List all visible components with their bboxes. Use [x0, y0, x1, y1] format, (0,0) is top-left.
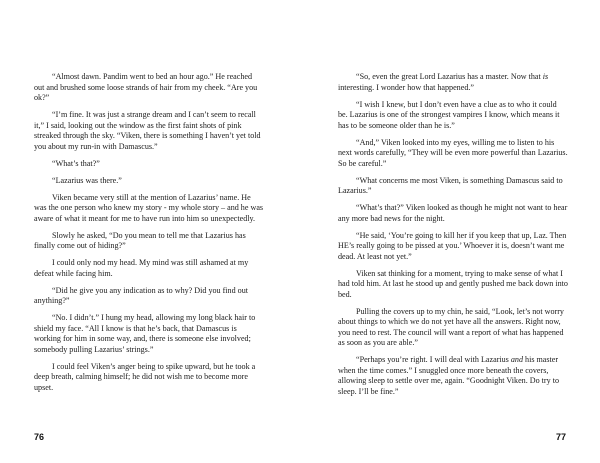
- paragraph: [338, 203, 568, 224]
- left-page-text: [34, 72, 264, 400]
- paragraph: I could feel Viken’s anger being to spike upward, but he took a deep breath, calming himself; he did not wish me to become more upset.: [34, 361, 256, 392]
- right-page-text: [338, 72, 568, 404]
- text-run: “Perhaps you’re right. I will deal with Lazarius: [356, 355, 511, 364]
- paragraph: [338, 231, 568, 263]
- text-run: “What concerns me most Viken, is something Damascus said to Lazarius.”: [338, 175, 563, 195]
- paragraph: [338, 138, 568, 170]
- paragraph: [338, 355, 568, 397]
- paragraph: “Almost dawn. Pandim went to bed an hour ago.” He reached out and brushed some loose strands of hair from my cheek. “Are you ok?”: [34, 72, 258, 102]
- paragraph: “Did he give you any indication as to why? Did you find out anything?”: [34, 285, 249, 305]
- page-number-left: 76: [34, 432, 45, 442]
- paragraph: [338, 269, 568, 301]
- text-run: “And,” Viken looked into my eyes, willing me to listen to his next words carefully, “They will be even more powerful than Lazarius. So be careful.”: [338, 137, 568, 168]
- right-page: [300, 0, 600, 463]
- text-run: “I wish I knew, but I don’t even have a clue as to who it could be. Lazarius is one of the strongest vampires I know, which means it has to be someone older than he is.”: [338, 99, 560, 130]
- text-run: interesting. I wonder how that happened.”: [338, 82, 474, 92]
- text-run: his master when the time comes.” I snuggled once more beneath the covers, allowing sleep to settle over me, again. “Goodnight Viken. Do try to sleep. I’ll be fine.”: [338, 355, 559, 396]
- paragraph: “What’s that?”: [52, 158, 100, 168]
- paragraph: [338, 307, 568, 349]
- italic-text: and: [510, 355, 523, 364]
- text-run: Pulling the covers up to my chin, he said, “Look, let’s not worry about things to which we do not yet have all the answers. Right now, you need to rest. The council will want a report of what has happened as soon as you are able.”: [338, 306, 564, 347]
- italic-text: is: [542, 72, 549, 81]
- paragraph: I could only nod my head. My mind was still ashamed at my defeat while facing him.: [34, 258, 249, 278]
- text-run: “What’s that?” Viken looked as though he might not want to hear any more bad news for the night.: [338, 203, 568, 223]
- paragraph: “No. I didn’t.” I hung my head, allowing my long black hair to shield my face. “All I know is that he’s back, that Damascus is working for him in some way, and, there is someone else involved; somebody pulling Lazarius’ strings.”: [34, 313, 256, 354]
- text-run: “So, even the great Lord Lazarius has a master. Now that: [356, 72, 543, 81]
- paragraph: [338, 100, 568, 132]
- paragraph: “I’m fine. It was just a strange dream and I can’t seem to recall it,” I said, looking out the window as the first faint shots of pink streaked through the sky. “Viken, there is something I haven’t yet told you about my run-in with Damascus.”: [34, 110, 261, 151]
- page-number-right: 77: [555, 432, 566, 442]
- text-run: “He said, ‘You’re going to kill her if you keep that up, Laz. Then HE’s really going to be pissed at you.’ Whoever it is, doesn’t want me dead. At least not yet.”: [338, 230, 567, 261]
- paragraph: Viken became very still at the mention of Lazarius’ name. He was the one person who knew my story - my whole story – and he was aware of what it meant for me to have run into him so unexpectedly.: [34, 192, 264, 223]
- paragraph: “Lazarius was there.”: [52, 175, 122, 185]
- text-run: Viken sat thinking for a moment, trying to make sense of what I had told him. At last he stood up and gently pushed me back down into bed.: [338, 268, 568, 299]
- paragraph: [338, 176, 568, 197]
- paragraph: [338, 72, 568, 93]
- paragraph: Slowly he asked, “Do you mean to tell me that Lazarius has finally come out of hiding?”: [34, 230, 246, 250]
